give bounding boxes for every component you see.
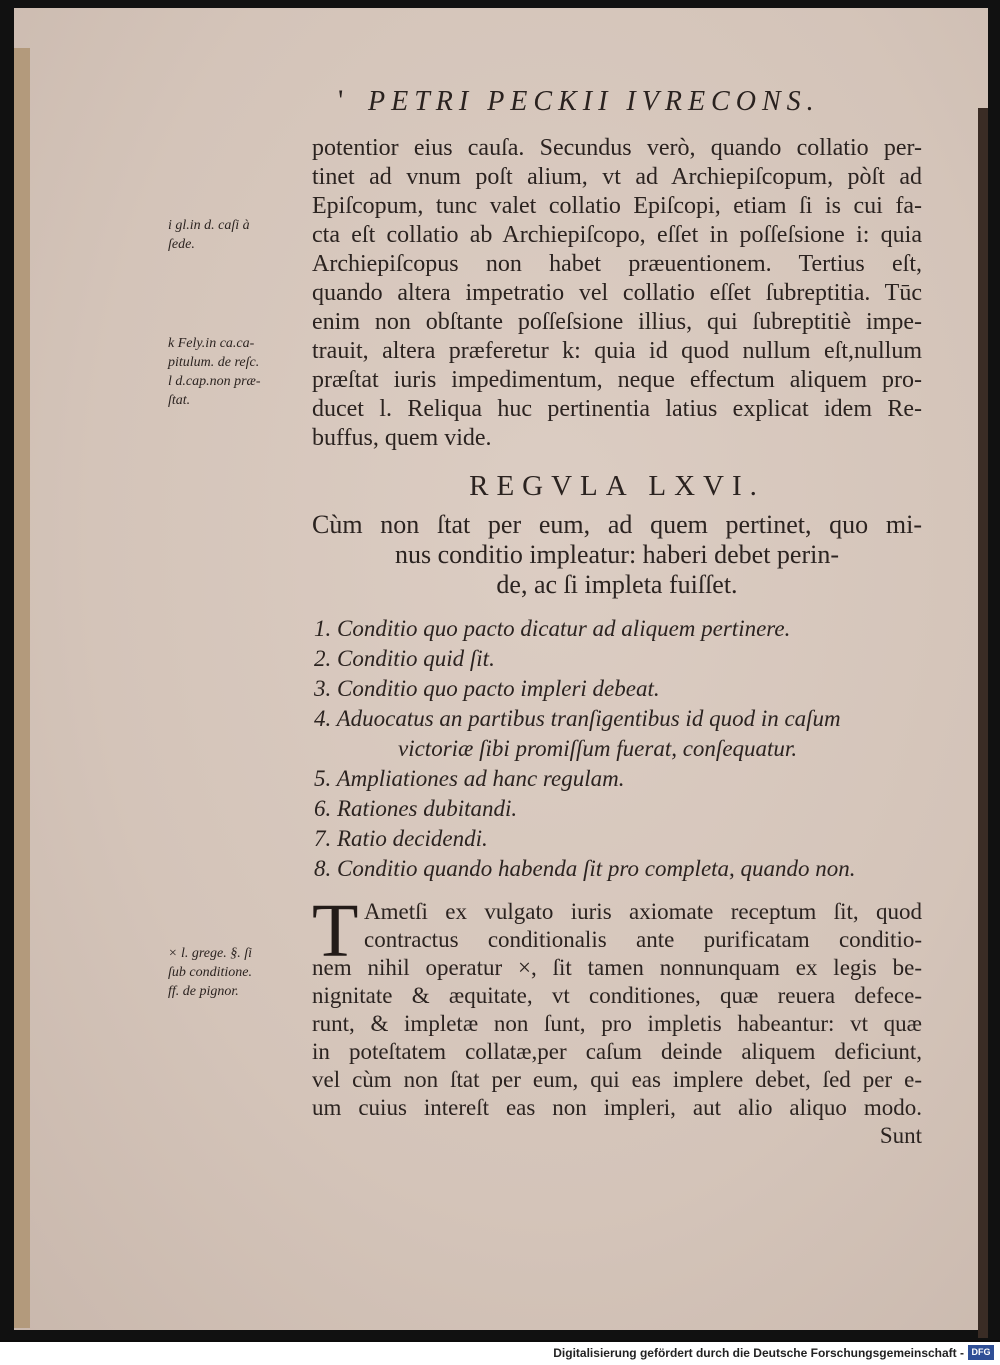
margin-note-line: l d.cap.non præ- — [168, 374, 261, 389]
margin-note-line: ff. de pignor. — [168, 984, 239, 999]
margin-note-i — [168, 216, 308, 254]
margin-note-line: ſtat. — [168, 393, 191, 408]
summary-item: 5. Ampliationes ad hanc regulam. — [314, 766, 625, 791]
page-edge-left — [14, 48, 30, 1328]
footer-bar — [0, 1342, 1000, 1365]
dfg-logo-icon: DFG — [968, 1345, 994, 1360]
main-text-line: contractus conditionalis ante purificatam conditio- — [364, 927, 922, 952]
summary-item: 6. Rationes dubitandi. — [314, 796, 518, 821]
summary-item: 1. Conditio quo pacto dicatur ad aliquem pertinere. — [314, 616, 791, 641]
body-line: præſtat iuris impedimentum, neque effectum aliquem pro- — [312, 367, 922, 393]
drop-cap: T — [312, 889, 359, 973]
main-text — [312, 889, 922, 1150]
body-line: ducet l. Reliqua huc pertinentia latius explicat idem Re- — [312, 396, 922, 422]
margin-note-line: ſub conditione. — [168, 965, 252, 980]
margin-note-x — [168, 944, 308, 1001]
margin-note-line: k Fely.in ca.ca- — [168, 336, 255, 351]
body-line: quando altera impetratio vel collatio eſſet ſubreptitia. Tūc — [312, 280, 922, 306]
body-line: cta eſt collatio ab Archiepiſcopo, eſſet in poſſeſsione i: quia — [312, 222, 922, 248]
body-line: tinet ad vnum poſt alium, vt ad Archiepiſcopum, pòſt ad — [312, 164, 922, 190]
summary-item-continuation: victoriæ ſibi promiſſum fuerat, conſequatur. — [398, 736, 798, 761]
body-line: Epiſcopum, tunc valet collatio Epiſcopi, etiam ſi is cui fa- — [312, 193, 922, 219]
margin-note-k — [168, 334, 308, 410]
main-text-line: nignitate & æquitate, vt conditiones, quæ reuera defece- — [312, 983, 922, 1008]
main-text-line: vel cùm non ſtat per eum, qui eas implere debet, ſed per e- — [312, 1067, 922, 1092]
main-text-line: runt, & impletæ non ſunt, pro impletis habeantur: vt quæ — [312, 1011, 922, 1036]
margin-note-line: ſede. — [168, 237, 195, 252]
running-head: PETRI PECKII IVRECONS. — [368, 86, 820, 117]
summary-item: 2. Conditio quid ſit. — [314, 646, 495, 671]
summary-item: 4. Aduocatus an partibus tranſigentibus id quod in caſum — [314, 706, 841, 731]
main-text-line: um cuius intereſt eas non impleri, aut alio aliquo modo. — [312, 1095, 922, 1120]
summary-item: 7. Ratio decidendi. — [314, 826, 488, 851]
regula-line: Cùm non ſtat per eum, ad quem pertinet, quo mi- — [312, 510, 922, 539]
margin-note-line: × l. grege. §. ſi — [168, 946, 252, 961]
body-line: enim non obſtante poſſeſsione illius, qui ſubreptitiè impe- — [312, 309, 922, 335]
body-line: Archiepiſcopus non habet præuentionem. Tertius eſt, — [312, 251, 922, 277]
regula-line: nus conditio impleatur: haberi debet perin- — [394, 540, 840, 569]
summary-item: 8. Conditio quando habenda ſit pro completa, quando non. — [314, 856, 856, 881]
summary-item: 3. Conditio quo pacto impleri debeat. — [314, 676, 660, 701]
main-text-line: in poteſtatem collatæ,per caſum deinde aliquem deficiunt, — [312, 1039, 922, 1064]
funding-note: Digitalisierung gefördert durch die Deutsche Forschungsgemeinschaft - — [553, 1346, 964, 1360]
page-edge-right — [978, 108, 988, 1338]
body-line: buffus, quem vide. — [312, 425, 492, 451]
main-text-line: Ametſi ex vulgato iuris axiomate receptum ſit, quod — [364, 899, 922, 924]
margin-note-line: pitulum. de reſc. — [168, 355, 260, 370]
regula-statement — [312, 510, 922, 600]
head-mark: ' — [338, 84, 344, 117]
main-text-line: nem nihil operatur ×, ſit tamen nonnunquam ex legis be- — [312, 955, 922, 980]
regula-line: de, ac ſi impleta fuiſſet. — [496, 570, 738, 599]
margin-note-line: i gl.in d. caſi à — [168, 218, 250, 233]
regula-title: REGVLA LXVI. — [469, 470, 765, 502]
body-text — [312, 134, 922, 453]
catchword: Sunt — [879, 1123, 922, 1148]
summary-list — [314, 614, 924, 884]
body-line: potentior eius cauſa. Secundus verò, quando collatio per- — [312, 135, 922, 161]
body-line: trauit, altera præferetur k: quia id quod nullum eſt,nullum — [312, 338, 922, 364]
